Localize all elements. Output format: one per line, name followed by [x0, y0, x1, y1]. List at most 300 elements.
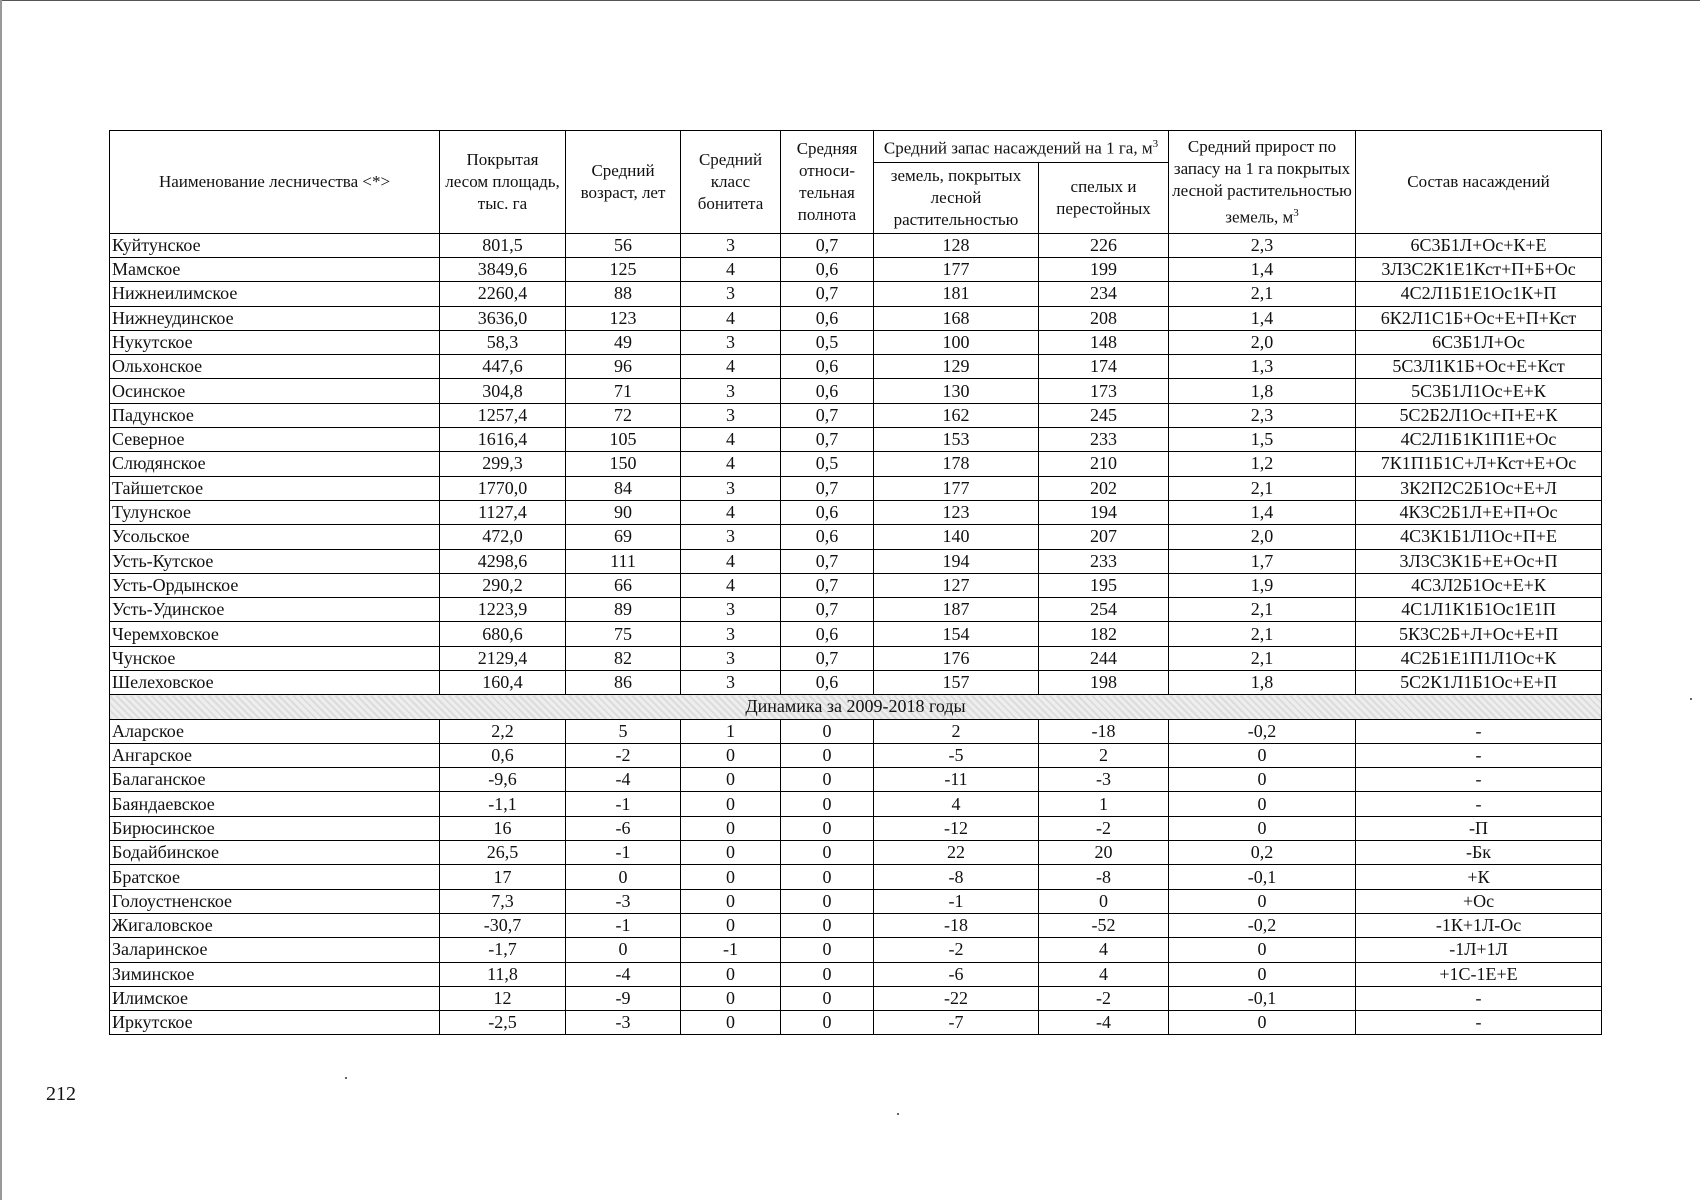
forestry-name-cell: Зиминское	[110, 962, 440, 986]
value-cell: 0,5	[781, 330, 874, 354]
forestry-name-cell: Северное	[110, 428, 440, 452]
value-cell: 0,7	[781, 282, 874, 306]
value-cell: -4	[566, 768, 681, 792]
value-cell: 168	[874, 306, 1039, 330]
value-cell: -	[1356, 1011, 1602, 1035]
forestry-name-cell: Мамское	[110, 257, 440, 281]
value-cell: 4	[681, 549, 781, 573]
table-row	[110, 962, 1602, 986]
value-cell: 5С2Б2Л1Ос+П+Е+К	[1356, 403, 1602, 427]
value-cell: 4	[681, 452, 781, 476]
header-area: Покрытая лесом площадь, тыс. га	[440, 131, 566, 234]
value-cell: 49	[566, 330, 681, 354]
table-row	[110, 622, 1602, 646]
header-bonitet: Средний класс бонитета	[681, 131, 781, 234]
header-name: Наименование лесничества <*>	[110, 131, 440, 234]
value-cell: 0	[1169, 792, 1356, 816]
forestry-name-cell: Слюдянское	[110, 452, 440, 476]
value-cell: 3	[681, 403, 781, 427]
value-cell: 207	[1039, 525, 1169, 549]
value-cell: 3	[681, 646, 781, 670]
value-cell: 1616,4	[440, 428, 566, 452]
table-row	[110, 646, 1602, 670]
value-cell: 0,7	[781, 428, 874, 452]
value-cell: 0	[781, 986, 874, 1010]
value-cell: -1	[874, 889, 1039, 913]
forestry-name-cell: Тайшетское	[110, 476, 440, 500]
value-cell: 123	[566, 306, 681, 330]
value-cell: 4	[1039, 962, 1169, 986]
forestry-name-cell: Ангарское	[110, 743, 440, 767]
header-stock-group-text: Средний запас насаждений на 1 га, м	[883, 138, 1153, 158]
value-cell: 0	[681, 913, 781, 937]
value-cell: 12	[440, 986, 566, 1010]
forestry-name-cell: Падунское	[110, 403, 440, 427]
value-cell: 2,1	[1169, 476, 1356, 500]
value-cell: -1	[566, 792, 681, 816]
value-cell: 127	[874, 573, 1039, 597]
value-cell: -2	[566, 743, 681, 767]
value-cell: 0	[781, 962, 874, 986]
value-cell: 0,6	[781, 257, 874, 281]
value-cell: 0	[681, 768, 781, 792]
value-cell: 148	[1039, 330, 1169, 354]
value-cell: -52	[1039, 913, 1169, 937]
value-cell: 5К3С2Б+Л+Ос+Е+П	[1356, 622, 1602, 646]
table-row	[110, 913, 1602, 937]
header-stock-group-sup: 3	[1152, 138, 1159, 150]
value-cell: 0	[1169, 938, 1356, 962]
forestry-name-cell: Усольское	[110, 525, 440, 549]
value-cell: 162	[874, 403, 1039, 427]
table-row	[110, 549, 1602, 573]
value-cell: 5	[566, 719, 681, 743]
value-cell: 4С2Б1Е1П1Л1Ос+К	[1356, 646, 1602, 670]
value-cell: -12	[874, 816, 1039, 840]
value-cell: 160,4	[440, 671, 566, 695]
value-cell: 4С2Л1Б1К1П1Е+Ос	[1356, 428, 1602, 452]
value-cell: 0	[1169, 889, 1356, 913]
value-cell: 0,6	[781, 525, 874, 549]
forestry-name-cell: Голоустненское	[110, 889, 440, 913]
value-cell: -4	[566, 962, 681, 986]
value-cell: -1	[566, 913, 681, 937]
value-cell: 2	[1039, 743, 1169, 767]
value-cell: 0,6	[781, 671, 874, 695]
value-cell: 234	[1039, 282, 1169, 306]
value-cell: 154	[874, 622, 1039, 646]
table-row	[110, 282, 1602, 306]
table-row	[110, 986, 1602, 1010]
value-cell: -3	[566, 1011, 681, 1035]
value-cell: -0,2	[1169, 913, 1356, 937]
value-cell: 0	[781, 1011, 874, 1035]
value-cell: 1770,0	[440, 476, 566, 500]
value-cell: 0	[681, 1011, 781, 1035]
value-cell: -0,1	[1169, 865, 1356, 889]
value-cell: 178	[874, 452, 1039, 476]
value-cell: -1	[681, 938, 781, 962]
header-stock-mature: спелых и перестойных	[1039, 162, 1169, 233]
value-cell: -2	[1039, 816, 1169, 840]
value-cell: 5С3Б1Л1Ос+Е+К	[1356, 379, 1602, 403]
table-row	[110, 841, 1602, 865]
table-row	[110, 330, 1602, 354]
value-cell: 1,4	[1169, 257, 1356, 281]
scan-speck	[1690, 698, 1692, 700]
value-cell: 181	[874, 282, 1039, 306]
forestry-name-cell: Усть-Ордынское	[110, 573, 440, 597]
forestry-name-cell: Бирюсинское	[110, 816, 440, 840]
value-cell: 0,5	[781, 452, 874, 476]
forestry-name-cell: Баяндаевское	[110, 792, 440, 816]
value-cell: 1,5	[1169, 428, 1356, 452]
value-cell: -1,7	[440, 938, 566, 962]
value-cell: 4	[681, 355, 781, 379]
value-cell: 233	[1039, 428, 1169, 452]
forestry-name-cell: Черемховское	[110, 622, 440, 646]
value-cell: 58,3	[440, 330, 566, 354]
value-cell: -22	[874, 986, 1039, 1010]
value-cell: 7,3	[440, 889, 566, 913]
value-cell: 3	[681, 671, 781, 695]
value-cell: 0,6	[781, 622, 874, 646]
value-cell: 0	[1169, 743, 1356, 767]
value-cell: 84	[566, 476, 681, 500]
value-cell: 0	[681, 841, 781, 865]
table-row	[110, 452, 1602, 476]
value-cell: -1,1	[440, 792, 566, 816]
value-cell: 3	[681, 282, 781, 306]
value-cell: 7К1П1Б1С+Л+Кст+Е+Ос	[1356, 452, 1602, 476]
value-cell: 0	[681, 986, 781, 1010]
value-cell: 4298,6	[440, 549, 566, 573]
value-cell: 0	[681, 792, 781, 816]
value-cell: 5С2К1Л1Б1Ос+Е+П	[1356, 671, 1602, 695]
value-cell: 0,6	[781, 355, 874, 379]
value-cell: 177	[874, 257, 1039, 281]
table-body	[110, 233, 1602, 1035]
value-cell: 16	[440, 816, 566, 840]
value-cell: 69	[566, 525, 681, 549]
value-cell: 3	[681, 622, 781, 646]
value-cell: 254	[1039, 598, 1169, 622]
value-cell: 0	[1169, 962, 1356, 986]
value-cell: 174	[1039, 355, 1169, 379]
forestry-name-cell: Братское	[110, 865, 440, 889]
value-cell: 0	[1039, 889, 1169, 913]
table-row	[110, 719, 1602, 743]
section-label: Динамика за 2009-2018 годы	[110, 695, 1602, 719]
value-cell: 2129,4	[440, 646, 566, 670]
value-cell: -1Л+1Л	[1356, 938, 1602, 962]
value-cell: 4	[681, 500, 781, 524]
value-cell: 125	[566, 257, 681, 281]
value-cell: 194	[874, 549, 1039, 573]
value-cell: 680,6	[440, 622, 566, 646]
table-row	[110, 355, 1602, 379]
scan-speck	[345, 1077, 347, 1079]
header-density: Средняя относи-тельная полнота	[781, 131, 874, 234]
value-cell: 4С3К1Б1Л1Ос+П+Е	[1356, 525, 1602, 549]
forestry-name-cell: Балаганское	[110, 768, 440, 792]
value-cell: 233	[1039, 549, 1169, 573]
value-cell: 150	[566, 452, 681, 476]
value-cell: -9	[566, 986, 681, 1010]
value-cell: 2260,4	[440, 282, 566, 306]
value-cell: 4	[681, 306, 781, 330]
table-row	[110, 233, 1602, 257]
value-cell: 0	[781, 913, 874, 937]
value-cell: 22	[874, 841, 1039, 865]
value-cell: 2,3	[1169, 233, 1356, 257]
table-row	[110, 865, 1602, 889]
value-cell: 4С1Л1К1Б1Ос1Е1П	[1356, 598, 1602, 622]
value-cell: 2,0	[1169, 330, 1356, 354]
value-cell: 2,1	[1169, 282, 1356, 306]
value-cell: 0	[681, 816, 781, 840]
value-cell: 0,6	[440, 743, 566, 767]
forestry-name-cell: Шелеховское	[110, 671, 440, 695]
value-cell: 447,6	[440, 355, 566, 379]
value-cell: 66	[566, 573, 681, 597]
value-cell: 4	[681, 428, 781, 452]
value-cell: 177	[874, 476, 1039, 500]
forestry-name-cell: Аларское	[110, 719, 440, 743]
value-cell: 1257,4	[440, 403, 566, 427]
page-number: 212	[46, 1083, 76, 1105]
value-cell: 0	[781, 743, 874, 767]
section-row	[110, 695, 1602, 719]
value-cell: 0	[781, 719, 874, 743]
forestry-name-cell: Нижнеудинское	[110, 306, 440, 330]
value-cell: 140	[874, 525, 1039, 549]
value-cell: 472,0	[440, 525, 566, 549]
forestry-name-cell: Илимское	[110, 986, 440, 1010]
header-composition: Состав насаждений	[1356, 131, 1602, 234]
value-cell: -18	[874, 913, 1039, 937]
value-cell: 2	[874, 719, 1039, 743]
value-cell: 0	[566, 938, 681, 962]
value-cell: 2,3	[1169, 403, 1356, 427]
value-cell: 198	[1039, 671, 1169, 695]
forestry-name-cell: Куйтунское	[110, 233, 440, 257]
value-cell: 0,7	[781, 573, 874, 597]
table-row	[110, 598, 1602, 622]
value-cell: 129	[874, 355, 1039, 379]
forestry-name-cell: Осинское	[110, 379, 440, 403]
value-cell: 187	[874, 598, 1039, 622]
value-cell: 2,1	[1169, 598, 1356, 622]
value-cell: -3	[566, 889, 681, 913]
table-row	[110, 889, 1602, 913]
table-row	[110, 573, 1602, 597]
value-cell: 182	[1039, 622, 1169, 646]
value-cell: 1,2	[1169, 452, 1356, 476]
value-cell: 195	[1039, 573, 1169, 597]
value-cell: 89	[566, 598, 681, 622]
header-stock-covered: земель, покрытых лесной растительностью	[874, 162, 1039, 233]
value-cell: 0	[1169, 816, 1356, 840]
scan-speck	[897, 1113, 899, 1115]
table-row	[110, 768, 1602, 792]
value-cell: 0,7	[781, 549, 874, 573]
table-row	[110, 257, 1602, 281]
value-cell: 75	[566, 622, 681, 646]
value-cell: +1С-1Е+Е	[1356, 962, 1602, 986]
value-cell: 1	[681, 719, 781, 743]
value-cell: 17	[440, 865, 566, 889]
table-header	[110, 131, 1602, 234]
value-cell: 3Л3С2К1Е1Кст+П+Б+Ос	[1356, 257, 1602, 281]
value-cell: 2,1	[1169, 646, 1356, 670]
table-row	[110, 743, 1602, 767]
value-cell: 130	[874, 379, 1039, 403]
value-cell: 0	[681, 962, 781, 986]
value-cell: -3	[1039, 768, 1169, 792]
header-growth-text: Средний прирост по запасу на 1 га покрытых лесной растительностью земель, м	[1172, 136, 1352, 227]
value-cell: -	[1356, 792, 1602, 816]
value-cell: 0,7	[781, 598, 874, 622]
value-cell: 5С3Л1К1Б+Ос+Е+Кст	[1356, 355, 1602, 379]
value-cell: 3Л3С3К1Б+Е+Ос+П	[1356, 549, 1602, 573]
value-cell: -7	[874, 1011, 1039, 1035]
table-row	[110, 379, 1602, 403]
forestry-name-cell: Тулунское	[110, 500, 440, 524]
scan-left-edge	[0, 0, 2, 1200]
value-cell: -Бк	[1356, 841, 1602, 865]
table-row	[110, 476, 1602, 500]
value-cell: 105	[566, 428, 681, 452]
value-cell: -0,1	[1169, 986, 1356, 1010]
value-cell: 4К3С2Б1Л+Е+П+Ос	[1356, 500, 1602, 524]
value-cell: 0,6	[781, 379, 874, 403]
value-cell: 0,7	[781, 476, 874, 500]
value-cell: 3849,6	[440, 257, 566, 281]
forestry-name-cell: Усть-Удинское	[110, 598, 440, 622]
value-cell: 304,8	[440, 379, 566, 403]
value-cell: 6К2Л1С1Б+Ос+Е+П+Кст	[1356, 306, 1602, 330]
forestry-table	[109, 130, 1602, 1035]
value-cell: 4С2Л1Б1Е1Ос1К+П	[1356, 282, 1602, 306]
value-cell: 56	[566, 233, 681, 257]
value-cell: 0,2	[1169, 841, 1356, 865]
value-cell: 4	[681, 257, 781, 281]
value-cell: -18	[1039, 719, 1169, 743]
forestry-name-cell: Ольхонское	[110, 355, 440, 379]
value-cell: 299,3	[440, 452, 566, 476]
value-cell: 6С3Б1Л+Ос+К+Е	[1356, 233, 1602, 257]
value-cell: 226	[1039, 233, 1169, 257]
value-cell: -8	[874, 865, 1039, 889]
value-cell: 1,7	[1169, 549, 1356, 573]
value-cell: -	[1356, 719, 1602, 743]
value-cell: 96	[566, 355, 681, 379]
value-cell: 153	[874, 428, 1039, 452]
value-cell: 3К2П2С2Б1Ос+Е+Л	[1356, 476, 1602, 500]
value-cell: 3	[681, 476, 781, 500]
forestry-name-cell: Жигаловское	[110, 913, 440, 937]
value-cell: 2,0	[1169, 525, 1356, 549]
value-cell: 290,2	[440, 573, 566, 597]
value-cell: 90	[566, 500, 681, 524]
value-cell: 0,7	[781, 403, 874, 427]
table-row	[110, 938, 1602, 962]
header-stock-group	[874, 131, 1169, 163]
value-cell: 244	[1039, 646, 1169, 670]
value-cell: -6	[874, 962, 1039, 986]
value-cell: -6	[566, 816, 681, 840]
value-cell: 210	[1039, 452, 1169, 476]
value-cell: 0	[1169, 768, 1356, 792]
value-cell: -1	[566, 841, 681, 865]
value-cell: -11	[874, 768, 1039, 792]
forestry-name-cell: Иркутское	[110, 1011, 440, 1035]
forestry-name-cell: Заларинское	[110, 938, 440, 962]
value-cell: -П	[1356, 816, 1602, 840]
value-cell: -	[1356, 986, 1602, 1010]
value-cell: 1,8	[1169, 379, 1356, 403]
value-cell: -4	[1039, 1011, 1169, 1035]
forestry-name-cell: Бодайбинское	[110, 841, 440, 865]
table-row	[110, 403, 1602, 427]
value-cell: 157	[874, 671, 1039, 695]
value-cell: 3	[681, 233, 781, 257]
value-cell: 2,1	[1169, 622, 1356, 646]
value-cell: 1127,4	[440, 500, 566, 524]
value-cell: 4	[1039, 938, 1169, 962]
value-cell: 4С3Л2Б1Ос+Е+К	[1356, 573, 1602, 597]
value-cell: 202	[1039, 476, 1169, 500]
value-cell: 0	[781, 865, 874, 889]
value-cell: 0	[681, 743, 781, 767]
value-cell: -1К+1Л-Ос	[1356, 913, 1602, 937]
value-cell: 0	[781, 792, 874, 816]
value-cell: 86	[566, 671, 681, 695]
scan-top-edge	[0, 0, 1700, 4]
value-cell: 26,5	[440, 841, 566, 865]
header-growth	[1169, 131, 1356, 234]
table-row	[110, 500, 1602, 524]
value-cell: 3	[681, 379, 781, 403]
value-cell: 3	[681, 330, 781, 354]
value-cell: 111	[566, 549, 681, 573]
value-cell: 4	[874, 792, 1039, 816]
table-row	[110, 671, 1602, 695]
header-age: Средний возраст, лет	[566, 131, 681, 234]
value-cell: 0	[1169, 1011, 1356, 1035]
value-cell: 0	[781, 841, 874, 865]
forestry-name-cell: Усть-Кутское	[110, 549, 440, 573]
table-row	[110, 816, 1602, 840]
value-cell: 1,9	[1169, 573, 1356, 597]
value-cell: -2	[1039, 986, 1169, 1010]
table-row	[110, 792, 1602, 816]
table-row	[110, 1011, 1602, 1035]
value-cell: -8	[1039, 865, 1169, 889]
value-cell: 0,7	[781, 233, 874, 257]
value-cell: +Ос	[1356, 889, 1602, 913]
value-cell: 1,3	[1169, 355, 1356, 379]
value-cell: 0	[781, 768, 874, 792]
value-cell: 1,8	[1169, 671, 1356, 695]
value-cell: 6С3Б1Л+Ос	[1356, 330, 1602, 354]
table-row	[110, 306, 1602, 330]
value-cell: 0	[681, 865, 781, 889]
table-row	[110, 525, 1602, 549]
value-cell: 1	[1039, 792, 1169, 816]
value-cell: 123	[874, 500, 1039, 524]
